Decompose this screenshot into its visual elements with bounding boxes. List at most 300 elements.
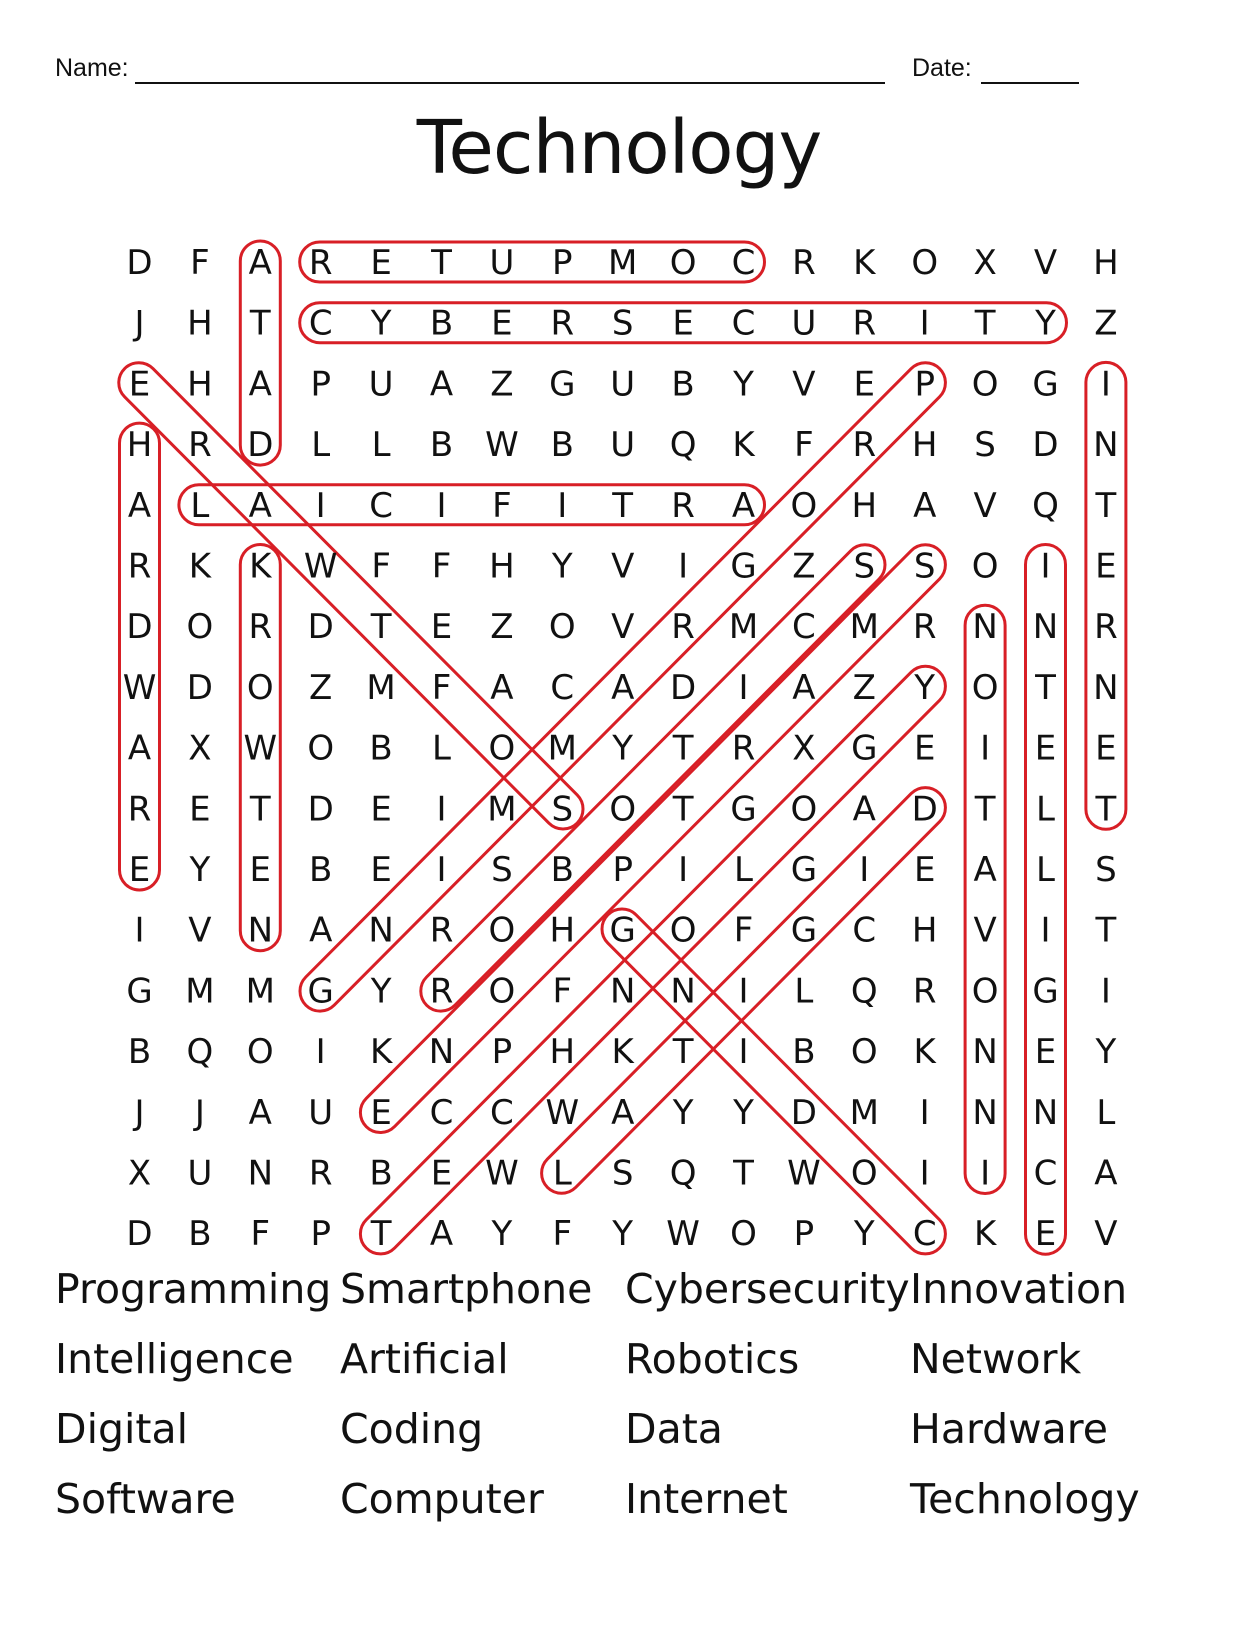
grid-letter[interactable]: Q (186, 1032, 214, 1073)
grid-letter[interactable]: C (792, 607, 816, 648)
grid-letter[interactable]: N (972, 607, 998, 648)
answer-circle-software (111, 354, 592, 837)
grid-letter[interactable]: K (369, 1032, 393, 1073)
grid-letter[interactable]: A (792, 667, 816, 708)
grid-letter[interactable]: D (126, 243, 153, 283)
grid-letter[interactable]: T (672, 728, 694, 769)
grid-letter[interactable]: N (609, 971, 636, 1012)
grid-letter[interactable]: F (371, 546, 391, 587)
grid-letter[interactable]: W (666, 1214, 700, 1255)
grid-letter[interactable]: I (919, 303, 930, 344)
grid-letter[interactable]: E (128, 364, 151, 405)
grid-letter[interactable]: Q (1032, 485, 1059, 526)
grid-letter[interactable]: I (315, 1032, 326, 1073)
grid-letter[interactable]: F (733, 910, 754, 951)
grid-letter[interactable]: R (671, 485, 695, 526)
grid-letter[interactable]: D (790, 1092, 817, 1133)
grid-letter[interactable]: N (1093, 667, 1119, 708)
grid-letter[interactable]: V (973, 485, 997, 526)
grid-letter[interactable]: Q (669, 1153, 697, 1194)
grid-letter[interactable]: Y (551, 546, 573, 587)
grid-letter[interactable]: B (792, 1032, 816, 1073)
grid-letter[interactable]: S (1095, 850, 1117, 890)
grid-letter[interactable]: N (1032, 1092, 1059, 1133)
word-bank-item: Cybersecurity (625, 1265, 910, 1313)
grid-letter[interactable]: O (609, 789, 637, 830)
grid-letter[interactable]: R (127, 789, 152, 830)
word-bank-item: Internet (625, 1475, 788, 1523)
grid-letter[interactable]: S (611, 303, 634, 344)
word-bank-item: Software (55, 1475, 236, 1523)
grid-letter[interactable]: D (186, 667, 213, 708)
grid-letter[interactable]: F (492, 485, 512, 526)
grid-letter[interactable]: R (127, 546, 152, 587)
grid-letter[interactable]: N (972, 1092, 998, 1133)
grid-letter[interactable]: N (670, 971, 696, 1012)
grid-letter[interactable]: Y (491, 1214, 513, 1255)
grid-letter[interactable]: F (794, 425, 814, 466)
grid-letter[interactable]: U (791, 303, 817, 344)
grid-letter[interactable]: E (1034, 1032, 1057, 1073)
grid-letter[interactable]: C (731, 303, 756, 344)
grid-letter[interactable]: O (548, 607, 576, 648)
grid-letter[interactable]: Y (733, 1092, 754, 1133)
grid-letter[interactable]: G (307, 971, 334, 1012)
grid-letter[interactable]: C (1033, 1153, 1058, 1194)
grid-letter[interactable]: O (246, 667, 274, 708)
grid-letter[interactable]: R (308, 243, 333, 283)
grid-letter[interactable]: P (914, 364, 935, 405)
grid-letter[interactable]: E (128, 850, 151, 890)
grid-letter[interactable]: R (852, 303, 877, 344)
grid-letter[interactable]: X (973, 243, 997, 283)
grid-letter[interactable]: I (919, 1153, 930, 1194)
grid-letter[interactable]: P (612, 850, 633, 890)
grid-letter[interactable]: M (849, 607, 879, 648)
grid-letter[interactable]: M (849, 1092, 879, 1133)
grid-letter[interactable]: N (1093, 425, 1119, 466)
grid-letter[interactable]: R (912, 971, 937, 1012)
grid-letter[interactable]: Y (612, 1214, 634, 1255)
grid-letter[interactable]: G (609, 910, 636, 951)
grid-letter[interactable]: R (429, 910, 454, 951)
grid-letter[interactable]: T (672, 1032, 694, 1073)
grid-letter[interactable]: W (485, 1153, 519, 1194)
grid-letter[interactable]: H (1093, 243, 1119, 283)
grid-letter[interactable]: F (190, 243, 210, 283)
grid-letter[interactable]: S (913, 546, 936, 587)
grid-letter[interactable]: I (557, 485, 568, 526)
grid-letter[interactable]: R (550, 303, 575, 344)
grid-letter[interactable]: I (436, 485, 447, 526)
grid-letter[interactable]: O (307, 728, 335, 769)
grid-letter[interactable]: Y (853, 1214, 875, 1255)
grid-letter[interactable]: T (733, 1153, 754, 1194)
grid-letter[interactable]: F (250, 1214, 271, 1255)
grid-letter[interactable]: K (188, 546, 212, 587)
grid-letter[interactable]: T (1095, 485, 1117, 526)
grid-letter[interactable]: Q (669, 425, 697, 466)
grid-letter[interactable]: B (309, 850, 333, 890)
grid-letter[interactable]: L (552, 1153, 572, 1194)
grid-letter[interactable]: I (678, 850, 689, 890)
grid-letter[interactable]: C (490, 1092, 514, 1133)
grid-letter[interactable]: Z (490, 607, 514, 648)
grid-letter[interactable]: R (1094, 607, 1118, 648)
grid-letter[interactable]: T (974, 303, 996, 344)
grid-letter[interactable]: E (1095, 728, 1117, 769)
grid-letter[interactable]: I (436, 850, 447, 890)
grid-letter[interactable]: Y (370, 303, 392, 344)
grid-letter[interactable]: E (370, 850, 392, 890)
grid-letter[interactable]: H (911, 910, 938, 951)
grid-letter[interactable]: I (919, 1092, 930, 1133)
grid-letter[interactable]: B (550, 425, 574, 466)
grid-letter[interactable]: N (247, 910, 274, 951)
grid-letter[interactable]: D (307, 607, 334, 648)
answer-circle-intelligence (1026, 545, 1066, 1255)
grid-letter[interactable]: R (429, 971, 454, 1012)
grid-letter[interactable]: G (730, 546, 757, 587)
grid-letter[interactable]: H (911, 425, 938, 466)
grid-letter[interactable]: I (738, 1032, 749, 1073)
grid-letter[interactable]: T (370, 607, 392, 648)
grid-letter[interactable]: T (974, 789, 996, 830)
word-bank-item: Smartphone (340, 1265, 593, 1313)
grid-letter[interactable]: U (368, 364, 394, 405)
grid-letter[interactable]: V (188, 910, 212, 951)
grid-letter[interactable]: B (429, 425, 454, 466)
grid-letter[interactable]: F (431, 667, 452, 708)
grid-letter[interactable]: E (430, 607, 453, 648)
grid-letter[interactable]: E (1095, 546, 1117, 587)
grid-letter[interactable]: R (308, 1153, 333, 1194)
grid-letter[interactable]: M (245, 971, 275, 1012)
grid-letter[interactable]: Y (612, 728, 634, 769)
grid-letter[interactable]: I (1040, 546, 1051, 587)
grid-letter[interactable]: Y (914, 667, 936, 708)
grid-letter[interactable]: Y (733, 364, 754, 405)
grid-letter[interactable]: G (1032, 364, 1059, 405)
grid-letter[interactable]: A (1094, 1153, 1118, 1194)
grid-letter[interactable]: B (369, 728, 393, 769)
grid-letter[interactable]: E (370, 1092, 392, 1133)
grid-letter[interactable]: I (738, 667, 749, 708)
grid-letter[interactable]: P (793, 1214, 815, 1255)
grid-letter[interactable]: R (188, 425, 212, 466)
word-bank-item: Artificial (340, 1335, 509, 1383)
grid-letter[interactable]: U (489, 243, 515, 283)
grid-letter[interactable]: C (731, 243, 756, 283)
grid-letter[interactable]: A (429, 364, 454, 405)
grid-letter[interactable]: T (672, 789, 694, 830)
grid-letter[interactable]: D (126, 1214, 153, 1255)
grid-letter[interactable]: F (431, 546, 452, 587)
grid-letter[interactable]: A (248, 485, 272, 526)
grid-letter[interactable]: X (792, 728, 816, 769)
grid-letter[interactable]: H (851, 485, 878, 526)
grid-letter[interactable]: R (792, 243, 816, 283)
grid-letter[interactable]: Y (1035, 303, 1056, 344)
grid-letter[interactable]: G (790, 910, 818, 951)
grid-letter[interactable]: D (126, 607, 153, 648)
grid-letter[interactable]: C (852, 910, 877, 951)
grid-letter[interactable]: D (670, 667, 697, 708)
grid-letter[interactable]: Z (1094, 303, 1118, 344)
grid-letter[interactable]: R (671, 607, 695, 648)
grid-letter[interactable]: P (310, 364, 331, 405)
grid-letter[interactable]: F (552, 1214, 573, 1255)
grid-letter[interactable]: O (850, 1153, 878, 1194)
grid-letter[interactable]: I (436, 789, 447, 830)
grid-letter[interactable]: L (190, 485, 210, 526)
grid-letter[interactable]: I (738, 971, 749, 1012)
grid-letter[interactable]: B (188, 1214, 212, 1255)
grid-letter[interactable]: G (126, 971, 153, 1012)
grid-letter[interactable]: C (308, 303, 333, 344)
grid-letter[interactable]: W (303, 546, 338, 587)
grid-letter[interactable]: A (248, 243, 272, 283)
grid-letter[interactable]: S (551, 789, 574, 830)
grid-letter[interactable]: I (315, 485, 326, 526)
word-bank-item: Technology (910, 1475, 1140, 1523)
grid-letter[interactable]: T (249, 789, 271, 830)
grid-letter[interactable]: H (549, 1032, 576, 1073)
grid-letter[interactable]: L (371, 425, 391, 466)
grid-letter[interactable]: O (971, 546, 999, 587)
grid-letter[interactable]: H (126, 425, 153, 466)
grid-letter[interactable]: D (307, 789, 334, 830)
grid-letter[interactable]: H (489, 546, 515, 587)
grid-letter[interactable]: S (853, 546, 876, 587)
grid-letter[interactable]: V (611, 546, 635, 587)
grid-letter[interactable]: V (611, 607, 635, 648)
grid-letter[interactable]: T (612, 485, 634, 526)
grid-letter[interactable]: W (545, 1092, 580, 1133)
grid-letter[interactable]: O (669, 243, 697, 283)
grid-letter[interactable]: F (552, 971, 573, 1012)
grid-letter[interactable]: G (1032, 971, 1059, 1012)
grid-letter[interactable]: E (672, 303, 694, 344)
grid-letter[interactable]: A (248, 364, 272, 405)
grid-letter[interactable]: K (732, 425, 755, 466)
grid-letter[interactable]: J (194, 1092, 205, 1133)
grid-letter[interactable]: K (973, 1214, 997, 1255)
grid-letter[interactable]: N (247, 1153, 274, 1194)
grid-letter[interactable]: C (912, 1214, 937, 1255)
grid-letter[interactable]: R (248, 607, 273, 648)
grid-letter[interactable]: Z (490, 364, 514, 405)
grid-letter[interactable]: O (488, 728, 516, 769)
grid-letter[interactable]: H (187, 364, 213, 405)
grid-letter[interactable]: B (127, 1032, 152, 1073)
grid-letter[interactable]: E (249, 850, 272, 890)
grid-letter[interactable]: W (485, 425, 519, 466)
grid-letter[interactable]: T (1095, 910, 1117, 951)
grid-letter[interactable]: R (731, 728, 756, 769)
grid-letter[interactable]: A (913, 485, 937, 526)
grid-letter[interactable]: M (608, 243, 638, 283)
grid-letter[interactable]: Y (1095, 1032, 1117, 1073)
grid-letter[interactable]: M (547, 728, 577, 769)
grid-letter[interactable]: O (246, 1032, 274, 1073)
grid-letter[interactable]: J (134, 1092, 145, 1133)
grid-letter[interactable]: O (790, 789, 818, 830)
grid-letter[interactable]: I (1040, 910, 1051, 951)
grid-letter[interactable]: Z (792, 546, 816, 587)
grid-letter[interactable]: L (794, 971, 814, 1012)
grid-letter[interactable]: E (370, 243, 392, 283)
grid-letter[interactable]: G (851, 728, 878, 769)
grid-letter[interactable]: A (127, 728, 152, 769)
grid-letter[interactable]: Y (672, 1092, 694, 1133)
grid-letter[interactable]: Y (189, 850, 211, 890)
grid-letter[interactable]: A (973, 850, 997, 890)
grid-letter[interactable]: K (611, 1032, 634, 1073)
grid-letter[interactable]: I (980, 1153, 991, 1194)
grid-letter[interactable]: B (550, 850, 574, 890)
grid-letter[interactable]: D (1032, 425, 1059, 466)
grid-letter[interactable]: N (1032, 607, 1059, 648)
grid-letter[interactable]: O (488, 971, 516, 1012)
grid-letter[interactable]: X (188, 728, 212, 769)
word-bank-item: Digital (55, 1405, 188, 1453)
grid-letter[interactable]: E (430, 1153, 453, 1194)
grid-letter[interactable]: O (790, 485, 818, 526)
grid-letter[interactable]: C (550, 667, 575, 708)
grid-letter[interactable]: B (369, 1153, 393, 1194)
grid-letter[interactable]: H (187, 303, 213, 344)
grid-letter[interactable]: L (311, 425, 331, 466)
grid-letter[interactable]: I (1100, 971, 1111, 1012)
grid-letter[interactable]: U (610, 364, 636, 405)
grid-letter[interactable]: T (1095, 789, 1117, 830)
grid-letter[interactable]: A (127, 485, 152, 526)
grid-letter[interactable]: W (787, 1153, 821, 1194)
grid-letter[interactable]: A (611, 667, 635, 708)
grid-letter[interactable]: S (974, 425, 996, 466)
grid-letter[interactable]: D (247, 425, 274, 466)
grid-letter[interactable]: D (911, 789, 938, 830)
grid-letter[interactable]: I (1100, 364, 1111, 405)
grid-letter[interactable]: U (308, 1092, 334, 1133)
grid-letter[interactable]: Z (852, 667, 876, 708)
grid-letter[interactable]: V (792, 364, 816, 405)
grid-letter[interactable]: N (428, 1032, 455, 1073)
grid-letter[interactable]: U (610, 425, 636, 466)
grid-letter[interactable]: G (549, 364, 576, 405)
grid-letter[interactable]: P (552, 243, 573, 283)
grid-letter[interactable]: O (971, 364, 999, 405)
grid-letter[interactable]: I (678, 546, 689, 587)
grid-letter[interactable]: N (972, 1032, 998, 1073)
grid-letter[interactable]: M (728, 607, 759, 648)
grid-letter[interactable]: E (1034, 1214, 1057, 1255)
grid-letter[interactable]: R (852, 425, 877, 466)
grid-letter[interactable]: W (243, 728, 278, 769)
word-bank-item: Network (910, 1335, 1082, 1383)
grid-letter[interactable]: E (853, 364, 876, 405)
grid-letter[interactable]: E (491, 303, 513, 344)
grid-letter[interactable]: O (186, 607, 214, 648)
grid-letter[interactable]: T (370, 1214, 392, 1255)
grid-letter[interactable]: V (1033, 243, 1058, 283)
grid-letter[interactable]: I (980, 728, 991, 769)
grid-letter[interactable]: O (488, 910, 516, 951)
grid-letter[interactable]: T (431, 243, 452, 283)
grid-letter[interactable]: E (1034, 728, 1057, 769)
grid-letter[interactable]: S (611, 1153, 634, 1194)
grid-letter[interactable]: U (187, 1153, 213, 1194)
grid-letter[interactable]: B (429, 303, 454, 344)
grid-letter[interactable]: Z (309, 667, 333, 708)
grid-letter[interactable]: N (368, 910, 394, 951)
grid-letter[interactable]: A (611, 1092, 635, 1133)
grid-letter[interactable]: L (1096, 1092, 1116, 1133)
grid-letter[interactable]: H (549, 910, 576, 951)
grid-letter[interactable]: E (189, 789, 211, 830)
grid-letter[interactable]: S (491, 850, 513, 890)
grid-letter[interactable]: K (249, 546, 272, 587)
grid-letter[interactable]: P (491, 1032, 513, 1073)
grid-letter[interactable]: Y (370, 971, 392, 1012)
date-label: Date: (912, 54, 972, 82)
grid-letter[interactable]: E (370, 789, 392, 830)
grid-letter[interactable]: K (853, 243, 876, 283)
grid-letter[interactable]: V (973, 910, 997, 951)
grid-letter[interactable]: L (1036, 789, 1055, 830)
grid-letter[interactable]: O (971, 667, 999, 708)
grid-letter[interactable]: K (913, 1032, 936, 1073)
grid-letter[interactable]: O (730, 1214, 757, 1255)
grid-letter[interactable]: G (730, 789, 757, 830)
grid-letter[interactable]: W (122, 667, 157, 708)
grid-letter[interactable]: A (309, 910, 333, 951)
grid-letter[interactable]: R (912, 607, 937, 648)
grid-letter[interactable]: I (859, 850, 870, 890)
grid-letter[interactable]: X (127, 1153, 152, 1194)
grid-letter[interactable]: T (1035, 667, 1056, 708)
grid-letter[interactable]: O (971, 971, 999, 1012)
grid-letter[interactable]: O (911, 243, 939, 283)
grid-letter[interactable]: A (429, 1214, 454, 1255)
grid-letter[interactable]: J (134, 303, 145, 344)
grid-letter[interactable]: A (731, 485, 756, 526)
grid-letter[interactable]: I (134, 910, 145, 951)
grid-letter[interactable]: V (1094, 1214, 1118, 1255)
grid-letter[interactable]: C (429, 1092, 454, 1133)
grid-letter[interactable]: T (249, 303, 271, 344)
grid-letter[interactable]: L (432, 728, 451, 769)
grid-letter[interactable]: E (913, 850, 936, 890)
grid-letter[interactable]: L (734, 850, 753, 890)
grid-letter[interactable]: A (852, 789, 876, 830)
grid-letter[interactable]: E (913, 728, 936, 769)
grid-letter[interactable]: L (1036, 850, 1055, 890)
grid-letter[interactable]: O (669, 910, 697, 951)
grid-letter[interactable]: A (248, 1092, 272, 1133)
grid-letter[interactable]: P (310, 1214, 331, 1255)
grid-letter[interactable]: B (671, 364, 695, 405)
grid-letter[interactable]: G (790, 850, 818, 890)
grid-letter[interactable]: C (369, 485, 393, 526)
grid-letter[interactable]: Q (850, 971, 878, 1012)
grid-letter[interactable]: M (185, 971, 215, 1012)
grid-letter[interactable]: M (366, 667, 396, 708)
grid-letter[interactable]: A (490, 667, 514, 708)
grid-letter[interactable]: M (487, 789, 517, 830)
grid-letter[interactable]: O (850, 1032, 878, 1073)
